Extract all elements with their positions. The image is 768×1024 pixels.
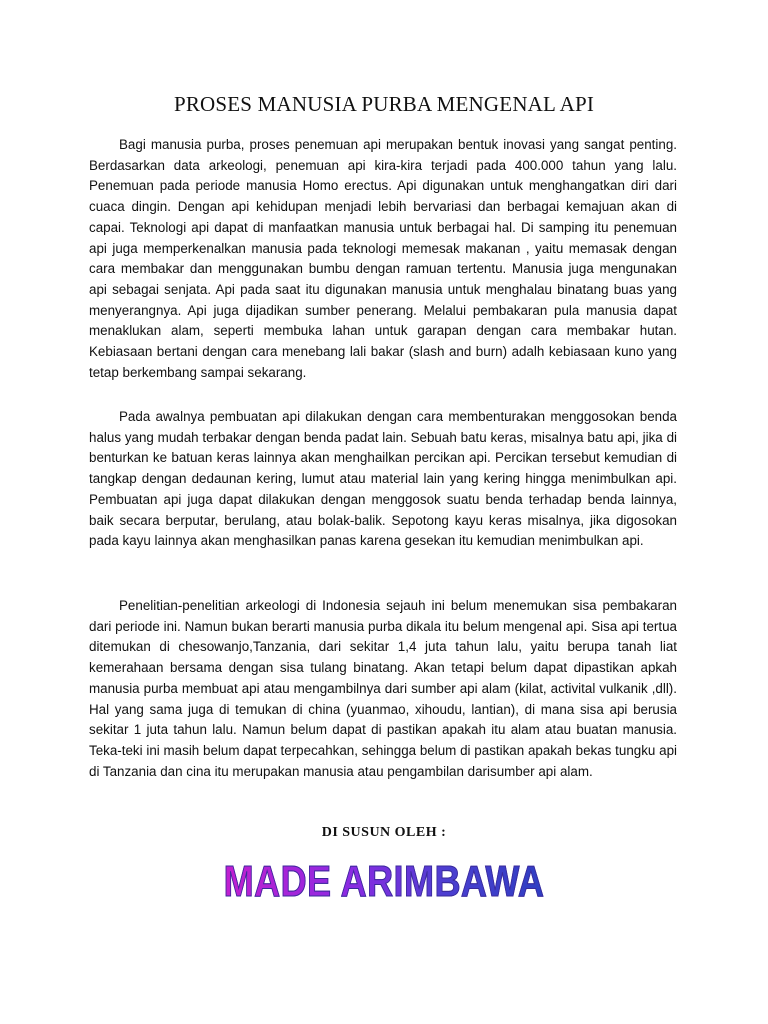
paragraph-1: Bagi manusia purba, proses penemuan api merupakan bentuk inovasi yang sangat penting. Berdasarkan data arkeologi, penemuan api kira-kira terjadi pada 400.000 tahun yang lalu. Penemuan pada periode manusia Homo erectus. Api digunakan untuk menghangatkan diri dari cuaca dingin. Dengan api kehidupan menjadi lebih bervariasi dan berbagai kemajuan akan di capai. Teknologi api dapat di manfaatkan manusia untuk berbagai hal. Di samping itu penemuan api juga memperkenalkan manusia pada teknologi memesak makanan , yaitu memasak dengan cara membakar dan menggunakan bumbu dengan ramuan tertentu. Manusia juga mengunakan api sebagai senjata. Api pada saat itu digunakan manusia untuk menghalau binatang buas yang menyerangnya. Api juga dijadikan sumber penerang. Melalui pembakaran pula manusia dapat menaklukan alam, seperti membuka lahan untuk garapan dengan cara membakar hutan. Kebiasaan bertani dengan cara menebang lali bakar (slash and burn) adalh kebiasaan kuno yang tetap berkembang sampai sekarang. xyxy=(89,137,677,380)
paragraph-2: Pada awalnya pembuatan api dilakukan dengan cara membenturakan menggosokan benda halus yang mudah terbakar dengan benda padat lain. Sebuah batu keras, misalnya batu api, jika di benturkan ke batuan keras lainnya akan menghailkan percikan api. Percikan tersebut kemudian di tangkap dengan dedaunan kering, lumut atau material lain yang kering hingga menimbulkan api. Pembuatan api juga dapat dilakukan dengan menggosok suatu benda terhadap benda lainnya, baik secara berputar, berulang, atau bolak-balik. Sepotong kayu keras misalnya, jika digosokan pada kayu lainnya akan menghasilkan panas karena gesekan itu kemudian menimbulkan api. xyxy=(89,409,677,549)
paragraph-3: Penelitian-penelitian arkeologi di Indonesia sejauh ini belum menemukan sisa pembakaran dari periode ini. Namun bukan berarti manusia purba dikala itu belum mengenal api. Sisa api tertua ditemukan di chesowanjo,Tanzania, dari sekitar 1,4 juta tahun lalu, yaitu berupa tanah liat kemerahaan bersama dengan sisa tulang binatang. Akan tetapi belum dapat dipastikan apkah manusia purba membuat api atau mengambilnya dari sumber api alam (kilat, activital vulkanik ,dll). Hal yang sama juga di temukan di china (yuanmao, xihoudu, lantian), di mana sisa api berusia sekitar 1 juta tahun lalu. Namun belum dapat di pastikan apakah itu alam atau buatan manusia. Teka-teki ini masih belum dapat terpecahkan, sehingga belum di pastikan apakah bekas tungku api di Tanzania dan cina itu merupakan manusia atau pengambilan darisumber api alam. xyxy=(89,598,677,779)
document-title: PROSES MANUSIA PURBA MENGENAL API xyxy=(173,92,595,116)
byline-label: DI SUSUN OLEH : xyxy=(321,825,447,840)
author-name: MADE ARIMBAWA xyxy=(223,857,545,906)
author-wordart xyxy=(69,852,699,912)
